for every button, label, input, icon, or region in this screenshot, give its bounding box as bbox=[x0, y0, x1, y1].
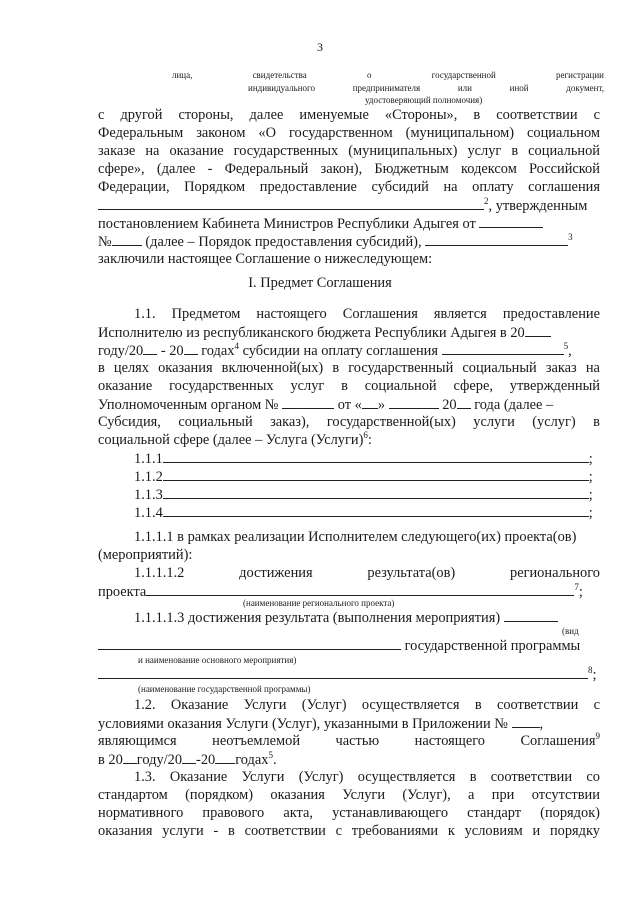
text-fragment: -20 bbox=[196, 752, 216, 768]
para11-line3: году/20 - 20 годах$^4$ субсидии на оплату соглашения $^5$, bbox=[98, 341, 572, 359]
text-fragment: (далее – Порядок предоставления субсидий), bbox=[145, 234, 422, 250]
text-fragment: другой bbox=[120, 107, 163, 123]
text-fragment: социальной bbox=[528, 143, 600, 159]
para1-line5 bbox=[98, 179, 600, 196]
text-fragment: осуществляется bbox=[357, 769, 456, 785]
text-fragment: годах bbox=[235, 752, 269, 768]
text-fragment: ; bbox=[588, 487, 593, 503]
text-fragment: социальной сфере (далее – Услуга (Услуги) bbox=[98, 432, 364, 448]
header-note-line3: удостоверяющий полномочия) bbox=[365, 95, 483, 105]
blank-line bbox=[215, 751, 235, 764]
text-fragment: кодексом bbox=[461, 161, 517, 177]
note-vid: (вид bbox=[562, 626, 579, 636]
text-fragment: государственном bbox=[288, 125, 393, 141]
text-fragment: году/20 bbox=[136, 752, 183, 768]
text-fragment: требованиями bbox=[351, 823, 439, 839]
para11-line2 bbox=[98, 324, 600, 342]
text-fragment: целях bbox=[113, 360, 149, 376]
text-fragment: порядку bbox=[549, 823, 600, 839]
text-fragment: оказания bbox=[98, 823, 153, 839]
text-fragment: 1.1.4 bbox=[134, 505, 163, 521]
blank-line bbox=[525, 324, 551, 337]
blank-line bbox=[362, 396, 378, 409]
sub111-line5 bbox=[134, 609, 604, 627]
text-fragment: предоставление bbox=[259, 179, 357, 195]
text-fragment: социальный bbox=[462, 360, 537, 376]
text-fragment: оказания bbox=[158, 360, 213, 376]
text-fragment: 1.2. bbox=[134, 697, 156, 713]
blank-line bbox=[163, 468, 589, 481]
text-fragment: отсутствии bbox=[531, 787, 600, 803]
text-fragment: «Стороны», bbox=[384, 107, 458, 123]
text-fragment: (Услуг) bbox=[298, 769, 344, 785]
blank-line bbox=[123, 751, 137, 764]
blank-line bbox=[442, 342, 564, 355]
text-fragment: услуг bbox=[467, 143, 502, 159]
text-fragment: государственных bbox=[169, 378, 274, 394]
text-fragment: условиями оказания Услуги (Услуг), указанными в Приложении № bbox=[98, 716, 509, 732]
para11-line1 bbox=[134, 306, 600, 323]
para12-line2 bbox=[98, 715, 600, 733]
text-fragment: 3 bbox=[568, 232, 573, 242]
text-fragment: регионального bbox=[510, 565, 600, 581]
text-fragment: (Услуг) bbox=[301, 697, 347, 713]
text-fragment: и bbox=[532, 823, 541, 839]
item-line bbox=[134, 486, 604, 504]
text-fragment: на bbox=[585, 360, 600, 376]
text-fragment: является bbox=[433, 306, 487, 322]
text-fragment: 6 bbox=[363, 430, 368, 440]
text-fragment: услуги bbox=[162, 823, 204, 839]
para11-line6 bbox=[98, 396, 600, 414]
para13-line2 bbox=[98, 787, 600, 804]
text-fragment: стандартом bbox=[98, 787, 168, 803]
text-fragment: Бюджетным bbox=[374, 161, 449, 177]
para12-line3 bbox=[98, 733, 600, 751]
text-fragment: в bbox=[511, 143, 519, 159]
text-fragment: на bbox=[145, 143, 160, 159]
text-fragment: закон), bbox=[320, 161, 363, 177]
text-fragment: Федеральным bbox=[98, 125, 184, 141]
text-fragment: Исполнителю из республиканского бюджета Республики Адыгея в 20 bbox=[98, 325, 525, 341]
text-fragment: с bbox=[98, 107, 105, 123]
text-fragment: (далее bbox=[156, 161, 196, 177]
blank-line bbox=[504, 609, 558, 622]
para11-line5 bbox=[98, 378, 600, 395]
text-fragment: 1.1.1.1.2 bbox=[134, 565, 185, 581]
text-fragment: , утвержденным bbox=[488, 198, 588, 214]
para1-line9: заключили настоящее Соглашение о нижеследующем: bbox=[98, 251, 433, 267]
text-fragment: Порядком bbox=[184, 179, 246, 195]
text-fragment: соглашения bbox=[528, 179, 600, 195]
text-fragment: постановлением Кабинета Министров Республики Адыгея от bbox=[98, 216, 476, 232]
text-fragment: неотъемлемой bbox=[212, 733, 301, 749]
section-heading: I. Предмет Соглашения bbox=[248, 275, 392, 291]
para1-line6 bbox=[98, 197, 600, 216]
para13-line3 bbox=[98, 805, 600, 822]
text-fragment: в 20 bbox=[98, 752, 123, 768]
text-fragment: 4 bbox=[234, 341, 239, 351]
item-line bbox=[134, 450, 604, 468]
para12-line1 bbox=[134, 697, 600, 714]
text-fragment: проекта bbox=[98, 584, 147, 600]
text-fragment: с bbox=[335, 823, 343, 839]
para1-line1 bbox=[98, 107, 600, 124]
text-fragment: государственной программы bbox=[404, 638, 581, 654]
page-number: 3 bbox=[317, 40, 323, 54]
text-fragment: иной bbox=[509, 83, 529, 93]
para11-line4 bbox=[98, 360, 600, 377]
text-fragment: соответствии bbox=[490, 769, 573, 785]
sub111-line4: проекта $^7$; bbox=[98, 582, 583, 600]
para1-line7 bbox=[98, 215, 600, 233]
text-fragment: или bbox=[457, 83, 472, 93]
text-fragment: законом bbox=[196, 125, 246, 141]
text-fragment: ; bbox=[588, 505, 593, 521]
text-fragment: в bbox=[469, 769, 477, 785]
text-fragment: субсидии на оплату соглашения bbox=[242, 343, 438, 359]
text-fragment: оказания bbox=[270, 787, 325, 803]
text-fragment: году/20 bbox=[98, 343, 144, 359]
text-fragment: оказание bbox=[169, 143, 224, 159]
text-fragment: в bbox=[593, 414, 600, 430]
blank-line bbox=[389, 396, 439, 409]
text-fragment: 2 bbox=[484, 196, 489, 206]
text-fragment: утвержденный bbox=[509, 378, 600, 394]
text-fragment: сфере, bbox=[453, 378, 493, 394]
text-fragment: социальной bbox=[364, 378, 437, 394]
para11-line8: социальной сфере (далее – Услуга (Услуги)$^6$: bbox=[98, 430, 372, 448]
text-fragment: с bbox=[593, 107, 600, 123]
para1-line3 bbox=[98, 143, 600, 160]
blank-line bbox=[425, 233, 568, 246]
text-fragment: 1.3. bbox=[134, 769, 156, 785]
para1-line2 bbox=[98, 125, 600, 142]
para11-line7 bbox=[98, 414, 600, 431]
para1-line4 bbox=[98, 161, 600, 178]
text-fragment: социальном bbox=[527, 125, 600, 141]
text-fragment: Оказание bbox=[169, 769, 228, 785]
blank-line bbox=[98, 197, 484, 210]
blank-line bbox=[98, 666, 588, 679]
sub111-line3 bbox=[134, 565, 600, 582]
text-fragment: индивидуального bbox=[248, 83, 316, 93]
text-fragment: стандарт bbox=[467, 805, 522, 821]
text-fragment: в bbox=[98, 360, 105, 376]
text-fragment: (Услуг), bbox=[402, 787, 451, 803]
blank-line bbox=[457, 396, 471, 409]
text-fragment: года (далее – bbox=[474, 397, 554, 413]
text-fragment: государственных bbox=[233, 143, 339, 159]
text-fragment: социальный bbox=[178, 414, 253, 430]
para12-line4: в 20 году/20 -20 годах$^5$. bbox=[98, 750, 277, 768]
text-fragment: годах bbox=[201, 343, 235, 359]
text-fragment: к bbox=[447, 823, 455, 839]
text-fragment: осуществляется bbox=[361, 697, 460, 713]
text-fragment: государственной bbox=[431, 70, 496, 80]
para1-line8 bbox=[98, 233, 600, 252]
text-fragment: при bbox=[491, 787, 515, 803]
blank-line bbox=[143, 342, 157, 355]
text-fragment: 1.1.2 bbox=[134, 469, 163, 485]
text-fragment: Услуги bbox=[342, 787, 386, 803]
text-fragment: предоставление bbox=[502, 306, 600, 322]
text-fragment: 5 bbox=[268, 750, 273, 760]
text-fragment: государственный bbox=[348, 360, 454, 376]
note-state-program: (наименование государственной программы) bbox=[138, 684, 311, 694]
text-fragment: заказе bbox=[98, 143, 136, 159]
text-fragment: лица, bbox=[172, 70, 193, 80]
text-fragment: включенной(ых) bbox=[221, 360, 324, 376]
blank-line bbox=[163, 486, 589, 499]
blank-line bbox=[98, 637, 401, 650]
note-regional-project: (наименование регионального проекта) bbox=[243, 598, 395, 608]
text-fragment: 1.1.3 bbox=[134, 487, 163, 503]
text-fragment: правового bbox=[202, 805, 265, 821]
text-fragment: соответствии bbox=[496, 697, 579, 713]
text-fragment: предпринимателя bbox=[352, 83, 421, 93]
blank-line bbox=[479, 215, 543, 228]
text-fragment: в bbox=[228, 823, 235, 839]
text-fragment: № bbox=[98, 234, 112, 250]
text-fragment: соответствии bbox=[496, 107, 578, 123]
item-line bbox=[134, 468, 604, 486]
text-fragment: Услуги bbox=[241, 769, 285, 785]
text-fragment: Соглашения bbox=[520, 733, 596, 749]
text-fragment: Российской bbox=[529, 161, 600, 177]
text-fragment: Уполномоченным органом № bbox=[98, 397, 279, 413]
text-fragment: Соглашения bbox=[342, 306, 418, 322]
text-fragment: заказ), bbox=[270, 414, 310, 430]
text-fragment: Федерации, bbox=[98, 179, 170, 195]
text-fragment: с bbox=[593, 697, 600, 713]
text-fragment: (порядок) bbox=[540, 805, 600, 821]
sub111-line2: (мероприятий): bbox=[98, 547, 193, 563]
text-fragment: 1.1.1 bbox=[134, 451, 163, 467]
text-fragment: 5 bbox=[563, 341, 569, 351]
text-fragment: о bbox=[366, 70, 372, 80]
text-fragment: Федеральный bbox=[224, 161, 309, 177]
text-fragment: настоящего bbox=[414, 733, 485, 749]
text-fragment: в bbox=[332, 360, 340, 376]
text-fragment: регистрации bbox=[556, 70, 604, 80]
text-fragment: условиям bbox=[464, 823, 523, 839]
text-fragment: акта, bbox=[283, 805, 313, 821]
text-fragment: результата(ов) bbox=[367, 565, 456, 581]
text-fragment: (муниципальном) bbox=[405, 125, 515, 141]
para13-line1 bbox=[134, 769, 600, 786]
blank-line bbox=[512, 715, 540, 728]
blank-line bbox=[163, 504, 589, 517]
text-fragment: свидетельства bbox=[252, 70, 307, 80]
text-fragment: достижения bbox=[239, 565, 313, 581]
text-fragment: государственной(ых) bbox=[326, 414, 456, 430]
text-fragment: (услуг) bbox=[532, 414, 576, 430]
text-fragment: именуемые bbox=[299, 107, 369, 123]
text-fragment: устанавливающего bbox=[332, 805, 449, 821]
text-fragment: (порядком) bbox=[185, 787, 254, 803]
text-fragment: услуг bbox=[290, 378, 325, 394]
text-fragment: услуги bbox=[473, 414, 515, 430]
text-fragment: ; bbox=[588, 469, 593, 485]
sub111-line1: 1.1.1.1 в рамках реализации Исполнителем следующего(их) проекта(ов) bbox=[134, 529, 577, 545]
text-fragment: являющимся bbox=[98, 733, 177, 749]
text-fragment: «О bbox=[258, 125, 277, 141]
blank-line bbox=[182, 751, 196, 764]
text-fragment: в bbox=[474, 697, 482, 713]
header-note-line2 bbox=[248, 83, 604, 94]
text-fragment: субсидий bbox=[371, 179, 429, 195]
para13-line4 bbox=[98, 823, 600, 840]
text-fragment: ; bbox=[588, 451, 593, 467]
text-fragment: Оказание bbox=[170, 697, 229, 713]
header-note-line1 bbox=[172, 70, 604, 81]
text-fragment: оплату bbox=[472, 179, 514, 195]
note-main-event: и наименование основного мероприятия) bbox=[138, 655, 297, 665]
blank-line bbox=[112, 233, 142, 246]
text-fragment: - bbox=[213, 823, 219, 839]
sub111-line7: $^8$; bbox=[98, 666, 600, 685]
text-fragment: со bbox=[586, 769, 600, 785]
item-line bbox=[134, 504, 604, 522]
text-fragment: оказание bbox=[98, 378, 153, 394]
text-fragment: 8 bbox=[588, 665, 593, 675]
text-fragment: , bbox=[539, 716, 544, 732]
text-fragment: заказ bbox=[545, 360, 577, 376]
text-fragment: частью bbox=[335, 733, 380, 749]
text-fragment: от « bbox=[337, 397, 362, 413]
text-fragment: соответствии bbox=[244, 823, 326, 839]
text-fragment: нормативного bbox=[98, 805, 184, 821]
text-fragment: 20 bbox=[442, 397, 457, 413]
text-fragment: (муниципальных) bbox=[348, 143, 458, 159]
text-fragment: а bbox=[468, 787, 475, 803]
text-fragment: сфере», bbox=[98, 161, 145, 177]
text-fragment: 1.1. bbox=[134, 306, 156, 322]
text-fragment: » bbox=[377, 397, 386, 413]
text-fragment: на bbox=[443, 179, 458, 195]
text-fragment: настоящего bbox=[256, 306, 327, 322]
text-fragment: далее bbox=[249, 107, 284, 123]
text-fragment: 7 bbox=[574, 582, 579, 592]
text-fragment: Предметом bbox=[171, 306, 241, 322]
text-fragment: документ, bbox=[566, 83, 604, 93]
text-fragment: - bbox=[207, 161, 213, 177]
text-fragment: 9 bbox=[595, 731, 600, 741]
text-fragment: Субсидия, bbox=[98, 414, 161, 430]
blank-line bbox=[146, 583, 574, 596]
text-fragment: Услуги bbox=[243, 697, 287, 713]
text-fragment: стороны, bbox=[178, 107, 234, 123]
blank-line bbox=[282, 396, 334, 409]
text-fragment: 1.1.1.1.3 достижения результата (выполнения мероприятия) bbox=[134, 610, 501, 626]
blank-line bbox=[184, 342, 198, 355]
text-fragment: в bbox=[341, 378, 348, 394]
blank-line bbox=[163, 450, 589, 463]
text-fragment: - 20 bbox=[160, 343, 184, 359]
sub111-line6 bbox=[98, 637, 600, 655]
text-fragment: в bbox=[473, 107, 481, 123]
